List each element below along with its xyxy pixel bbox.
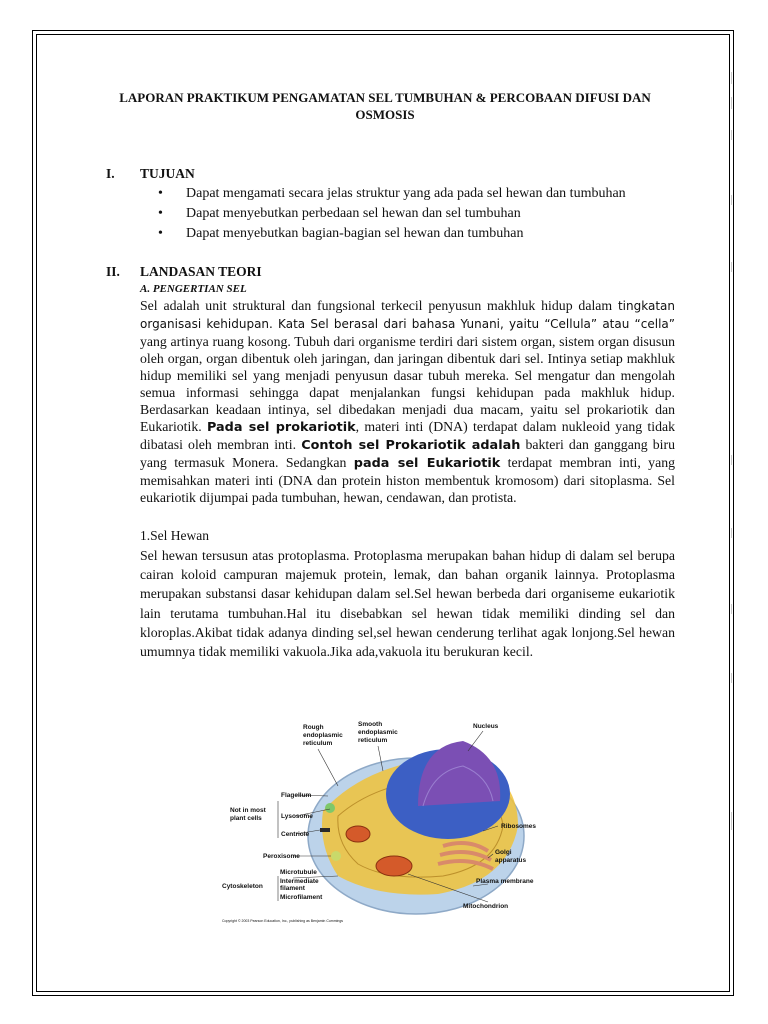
mitochondrion-shape bbox=[376, 856, 412, 876]
label-intermediate-filament: Intermediate bbox=[280, 878, 319, 885]
document-title: LAPORAN PRAKTIKUM PENGAMATAN SEL TUMBUHAN & PERCOBAAN DIFUSI DAN OSMOSIS bbox=[119, 90, 651, 122]
text-run: tingkatan organisasi kehidupan. Kata Sel berasal dari bahasa Yunani, yaitu “Cellula” atau “cella” bbox=[140, 299, 675, 331]
nucleolus bbox=[418, 741, 500, 806]
margin-tick bbox=[731, 528, 732, 538]
label-golgi: apparatus bbox=[495, 857, 527, 864]
centriole-shape bbox=[320, 828, 330, 832]
margin-tick bbox=[731, 130, 732, 140]
label-rough-er: endoplasmic bbox=[303, 732, 343, 739]
label-plasma-membrane: Plasma membrane bbox=[476, 878, 534, 885]
bold-term: Contoh sel Prokariotik adalah bbox=[301, 438, 521, 453]
margin-tick bbox=[731, 673, 732, 683]
label-lysosome: Lysosome bbox=[281, 813, 313, 820]
margin-tick bbox=[731, 262, 732, 272]
label-microfilament: Microfilament bbox=[280, 894, 323, 901]
mitochondrion-shape bbox=[346, 826, 370, 842]
section-number: I. bbox=[106, 166, 115, 181]
animal-cell-diagram bbox=[218, 716, 548, 926]
margin-tick bbox=[731, 195, 732, 205]
margin-tick bbox=[731, 455, 732, 465]
label-flagellum: Flagellum bbox=[281, 792, 312, 799]
paragraph-pengertian-sel bbox=[140, 297, 675, 506]
lysosome-shape bbox=[325, 803, 335, 813]
label-peroxisome: Peroxisome bbox=[263, 853, 300, 860]
label-not-in-most: Not in most bbox=[230, 807, 266, 814]
label-smooth-er: reticulum bbox=[358, 737, 388, 744]
section-heading-landasan-teori: LANDASAN TEORI bbox=[140, 264, 262, 279]
margin-tick bbox=[731, 812, 732, 830]
list-item: • Dapat menyebutkan perbedaan sel hewan dan sel tumbuhan bbox=[140, 204, 626, 224]
label-rough-er: reticulum bbox=[303, 740, 333, 747]
label-mitochondrion: Mitochondrion bbox=[463, 903, 509, 910]
text-run: , materi inti (DNA) terdapat dalam nukleoid yang tidak dibatasi oleh membran inti. bbox=[140, 419, 675, 452]
subheading-pengertian-sel: A. PENGERTIAN SEL bbox=[140, 283, 247, 295]
label-smooth-er: Smooth bbox=[358, 721, 383, 728]
peroxisome-shape bbox=[331, 851, 341, 861]
objective-list bbox=[140, 184, 626, 244]
text-run: Sel adalah unit struktural dan fungsional terkecil penyusun makhluk hidup dalam bbox=[140, 298, 618, 313]
label-rough-er: Rough bbox=[303, 724, 324, 731]
margin-tick bbox=[731, 604, 732, 614]
list-item: • Dapat mengamati secara jelas struktur yang ada pada sel hewan dan tumbuhan bbox=[140, 184, 626, 204]
label-golgi: Golgi bbox=[495, 849, 512, 856]
section-heading-tujuan: TUJUAN bbox=[140, 166, 195, 181]
text-run: terdapat membran inti, yang memisahkan materi inti (DNA dan protein histon membentuk kromosom) dari sitoplasma. Sel eukariotik dijumpai pada tumbuhan, hewan, cendawan, dan protista. bbox=[140, 455, 675, 505]
paragraph-sel-hewan: Sel hewan tersusun atas protoplasma. Protoplasma merupakan bahan hidup di dalam sel berupa cairan koloid campuran majemuk protein, lemak, dan bahan organik lainnya. Protoplasma merupakan substansi dasar kehidupan dalam sel.Sel hewan berbeda dari organiseme eukariotik lain terutama tumbuhan.Hal itu disebabkan sel hewan tidak memiliki dinding sel dan kloroplas.Akibat tidak adanya dinding sel,sel hewan cenderung terlihat agak lonjong.Sel hewan umumnya tidak memiliki vakuola.Jika ada,vakuola itu berukuran kecil. bbox=[140, 548, 675, 660]
label-microtubule: Microtubule bbox=[280, 869, 317, 876]
label-intermediate-filament: filament bbox=[280, 885, 305, 892]
label-nucleus: Nucleus bbox=[473, 723, 499, 730]
label-not-in-most: plant cells bbox=[230, 815, 262, 822]
figure-copyright: Copyright © 2003 Pearson Education, Inc., publishing as Benjamin Cummings bbox=[222, 919, 344, 923]
margin-tick bbox=[731, 97, 732, 109]
list-item: • Dapat menyebutkan bagian-bagian sel hewan dan tumbuhan bbox=[140, 224, 626, 244]
section-number: II. bbox=[106, 264, 120, 279]
label-smooth-er: endoplasmic bbox=[358, 729, 398, 736]
label-centriole: Centriole bbox=[281, 831, 310, 838]
label-ribosomes: Ribosomes bbox=[501, 823, 537, 830]
bold-term: pada sel Eukariotik bbox=[353, 456, 501, 471]
bold-term: Pada sel prokariotik bbox=[206, 420, 356, 435]
text-run: yang artinya ruang kosong. Tubuh dari organisme terdiri dari sistem organ, sistem organ disusun oleh organ, organ dibentuk oleh jaringan, dan jaringan dibentuk dari sel. Intinya setiap makhluk hidup memiliki sel yang menjadi penyusun dasar tubuh mereka. Sel mengatur dan mengolah semua informasi sehingga dapat menjalankan fungsi kehidupan pada makhluk hidup. Berdasarkan keadaan intinya, sel dibedakan menjadi dua macam, yaitu sel prokariotik dan Eukariotik. bbox=[140, 334, 675, 434]
subsection-sel-hewan: 1.Sel Hewan bbox=[140, 528, 209, 543]
text-run: bakteri dan ganggang biru yang termasuk Monera. Sedangkan bbox=[140, 437, 675, 470]
label-cytoskeleton: Cytoskeleton bbox=[222, 883, 263, 890]
margin-tick bbox=[731, 72, 732, 84]
